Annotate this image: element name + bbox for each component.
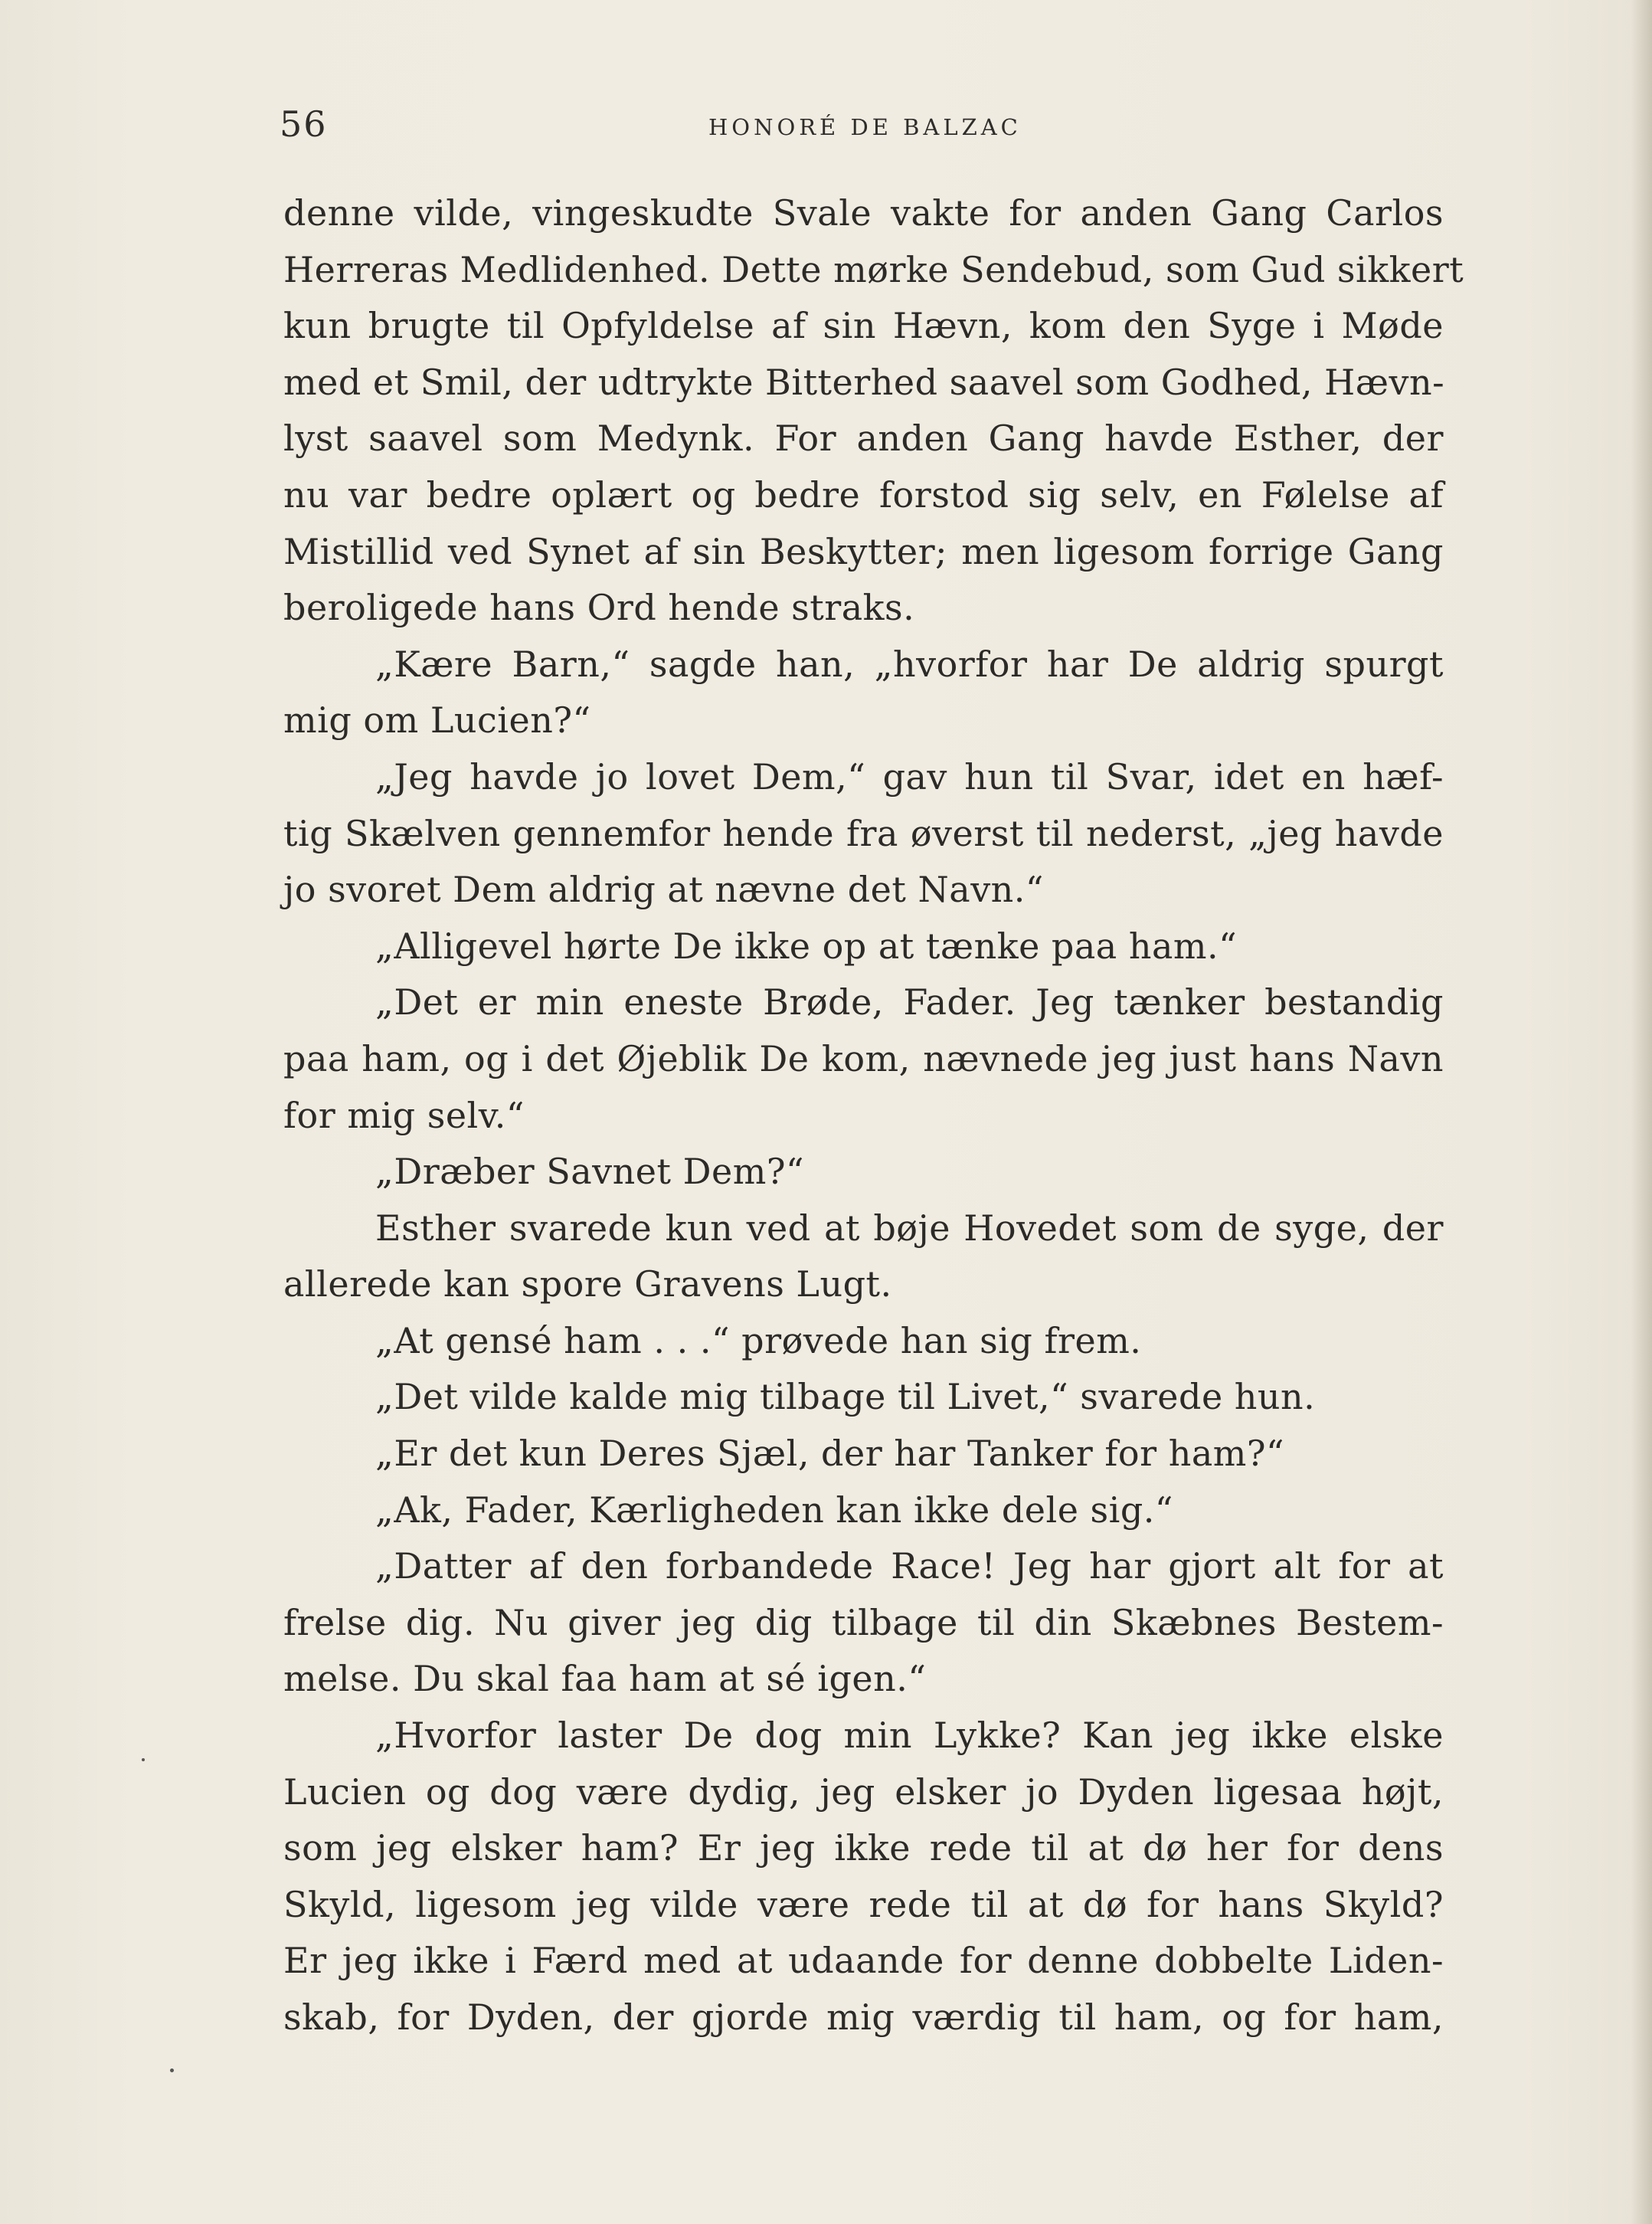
text-line: „Datter af den forbandede Race! Jeg har gjort alt for at (375, 1545, 1444, 1587)
text-line: Herreras Medlidenhed. Dette mørke Sendebud, som Gud sikkert (283, 248, 1464, 290)
text-line: melse. Du skal faa ham at sé igen.“ (283, 1658, 927, 1700)
text-line: paa ham, og i det Øjeblik De kom, nævnede jeg just hans Navn (283, 1037, 1444, 1079)
text-line: beroligede hans Ord hende straks. (283, 587, 915, 629)
print-speck (170, 2068, 174, 2072)
text-line: „Er det kun Deres Sjæl, der har Tanker for ham?“ (375, 1433, 1285, 1475)
text-line: som jeg elsker ham? Er jeg ikke rede til at dø her for dens (283, 1827, 1444, 1869)
text-line: Esther svarede kun ved at bøje Hovedet som de syge, der (375, 1207, 1444, 1249)
text-line: for mig selv.“ (283, 1094, 525, 1136)
print-speck (142, 1758, 145, 1761)
text-line: tig Skælven gennemfor hende fra øverst til nederst, „jeg havde (283, 812, 1444, 854)
text-line: Skyld, ligesom jeg vilde være rede til at dø for hans Skyld? (283, 1883, 1444, 1925)
body-text (283, 185, 1464, 2046)
page-header (280, 103, 1444, 149)
text-line: mig om Lucien?“ (283, 699, 591, 742)
text-line: nu var bedre oplært og bedre forstod sig selv, en Følelse af (283, 473, 1444, 516)
text-line: med et Smil, der udtrykte Bitterhed saavel som Godhed, Hævn- (283, 361, 1445, 403)
text-line: allerede kan spore Gravens Lugt. (283, 1263, 892, 1305)
text-line: Er jeg ikke i Færd med at udaande for denne dobbelte Liden- (283, 1940, 1444, 1982)
text-line: „Hvorfor laster De dog min Lykke? Kan jeg ikke elske (375, 1715, 1444, 1757)
text-line: lyst saavel som Medynk. For anden Gang havde Esther, der (283, 418, 1444, 460)
text-line: „Ak, Fader, Kærligheden kan ikke dele sig.“ (375, 1489, 1173, 1531)
text-line: „Kære Barn,“ sagde han, „hvorfor har De aldrig spurgt (375, 643, 1444, 685)
text-line: skab, for Dyden, der gjorde mig værdig til ham, og for ham, (283, 1996, 1444, 2038)
text-line: frelse dig. Nu giver jeg dig tilbage til din Skæbnes Bestem- (283, 1601, 1444, 1643)
text-line: Lucien og dog være dydig, jeg elsker jo Dyden ligesaa højt, (283, 1770, 1444, 1813)
text-line: „Jeg havde jo lovet Dem,“ gav hun til Svar, idet en hæf- (375, 755, 1444, 798)
text-line: „Alligevel hørte De ikke op at tænke paa ham.“ (375, 925, 1238, 967)
running-head: HONORÉ DE BALZAC (708, 114, 1022, 140)
text-line: „Dræber Savnet Dem?“ (375, 1151, 805, 1193)
text-line: denne vilde, vingeskudte Svale vakte for anden Gang Carlos (283, 192, 1444, 234)
text-line: „Det vilde kalde mig tilbage til Livet,“ svarede hun. (375, 1376, 1316, 1418)
text-line: Mistillid ved Synet af sin Beskytter; men ligesom forrige Gang (283, 530, 1444, 572)
page-number: 56 (280, 103, 328, 145)
text-line: „Det er min eneste Brøde, Fader. Jeg tænker bestandig (375, 981, 1444, 1024)
text-line: „At gensé ham . . .“ prøvede han sig frem. (375, 1319, 1142, 1361)
text-line: kun brugte til Opfyldelse af sin Hævn, kom den Syge i Møde (283, 305, 1444, 347)
text-line: jo svoret Dem aldrig at nævne det Navn.“ (283, 869, 1044, 911)
page-edge-shadow (1631, 0, 1652, 2224)
